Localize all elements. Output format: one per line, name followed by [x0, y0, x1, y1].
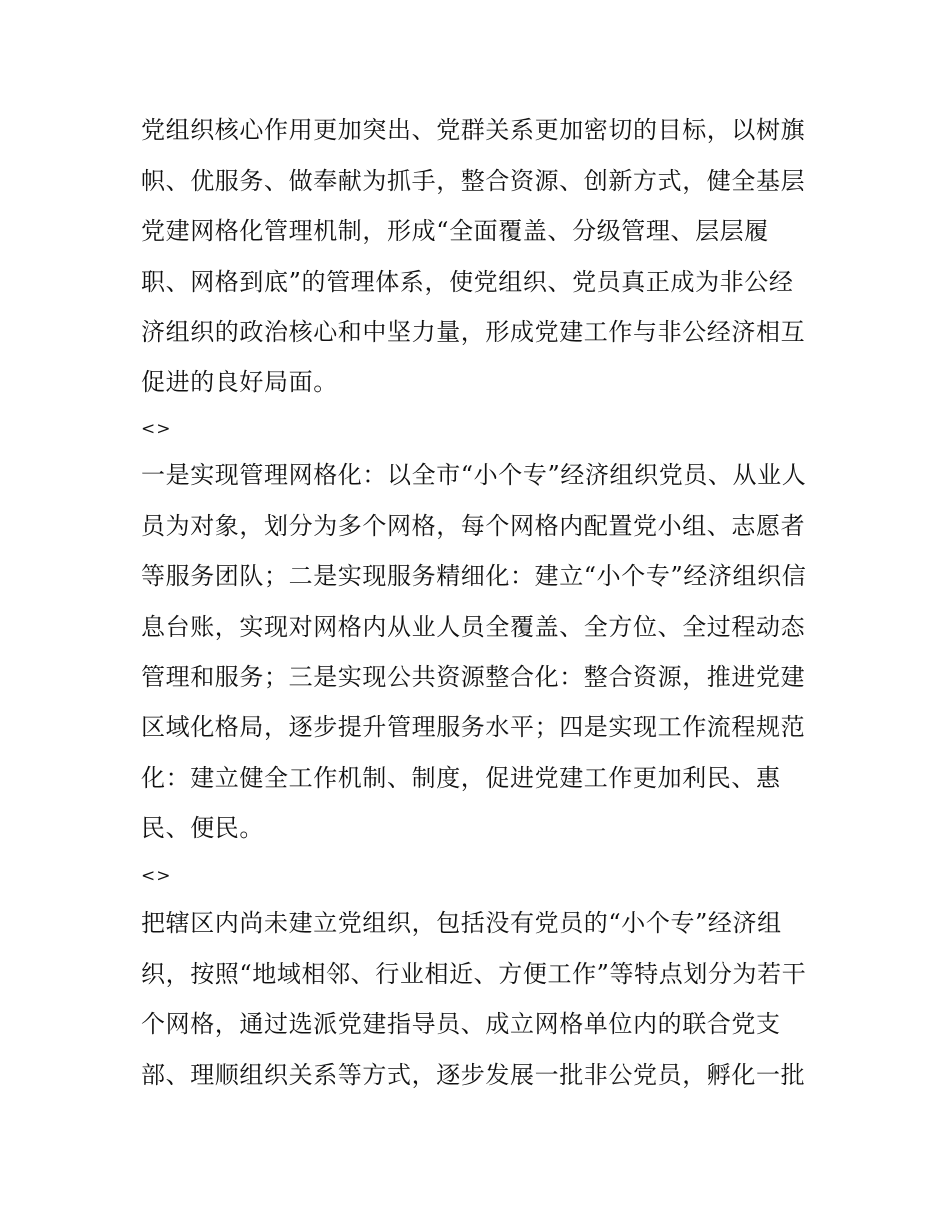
paragraph-3-line-2: 织，按照“地域相邻、行业相近、方便工作”等特点划分为若干: [141, 960, 807, 988]
paragraph-2-line-4: 息台账，实现对网格内从业人员全覆盖、全方位、全过程动态: [141, 613, 806, 641]
paragraph-1-line-4: 职、网格到底”的管理体系，使党组织、党员真正成为非公经: [141, 268, 794, 296]
paragraph-1-line-1: 党组织核心作用更加突出、党群关系更加密切的目标，以树旗: [141, 116, 806, 144]
section-separator-2: <>: [141, 866, 172, 886]
paragraph-2-line-2: 员为对象，划分为多个网格，每个网格内配置党小组、志愿者: [141, 512, 806, 540]
paragraph-2-line-3: 等服务团队；二是实现服务精细化：建立“小个专”经济组织信: [141, 562, 807, 590]
paragraph-1-line-3: 党建网格化管理机制，形成“全面覆盖、分级管理、层层履: [141, 217, 769, 245]
paragraph-2-line-8: 民、便民。: [141, 814, 264, 842]
section-separator-1: <>: [141, 419, 172, 439]
paragraph-1-line-6: 促进的良好局面。: [141, 368, 338, 396]
paragraph-2-line-6: 区域化格局，逐步提升管理服务水平；四是实现工作流程规范: [141, 713, 806, 741]
paragraph-2-line-7: 化：建立健全工作机制、制度，促进党建工作更加利民、惠: [141, 764, 781, 792]
paragraph-3-line-4: 部、理顺组织关系等方式，逐步发展一批非公党员，孵化一批: [141, 1061, 806, 1089]
paragraph-3-line-3: 个网格，通过选派党建指导员、成立网格单位内的联合党支: [141, 1010, 781, 1038]
paragraph-3-line-1: 把辖区内尚未建立党组织，包括没有党员的“小个专”经济组: [141, 909, 782, 937]
paragraph-1-line-2: 帜、优服务、做奉献为抓手，整合资源、创新方式，健全基层: [141, 167, 806, 195]
paragraph-1-line-5: 济组织的政治核心和中坚力量，形成党建工作与非公经济相互: [141, 318, 806, 346]
paragraph-2-line-1: 一是实现管理网格化：以全市“小个专”经济组织党员、从业人: [141, 461, 807, 489]
paragraph-2-line-5: 管理和服务；三是实现公共资源整合化：整合资源，推进党建: [141, 663, 806, 691]
